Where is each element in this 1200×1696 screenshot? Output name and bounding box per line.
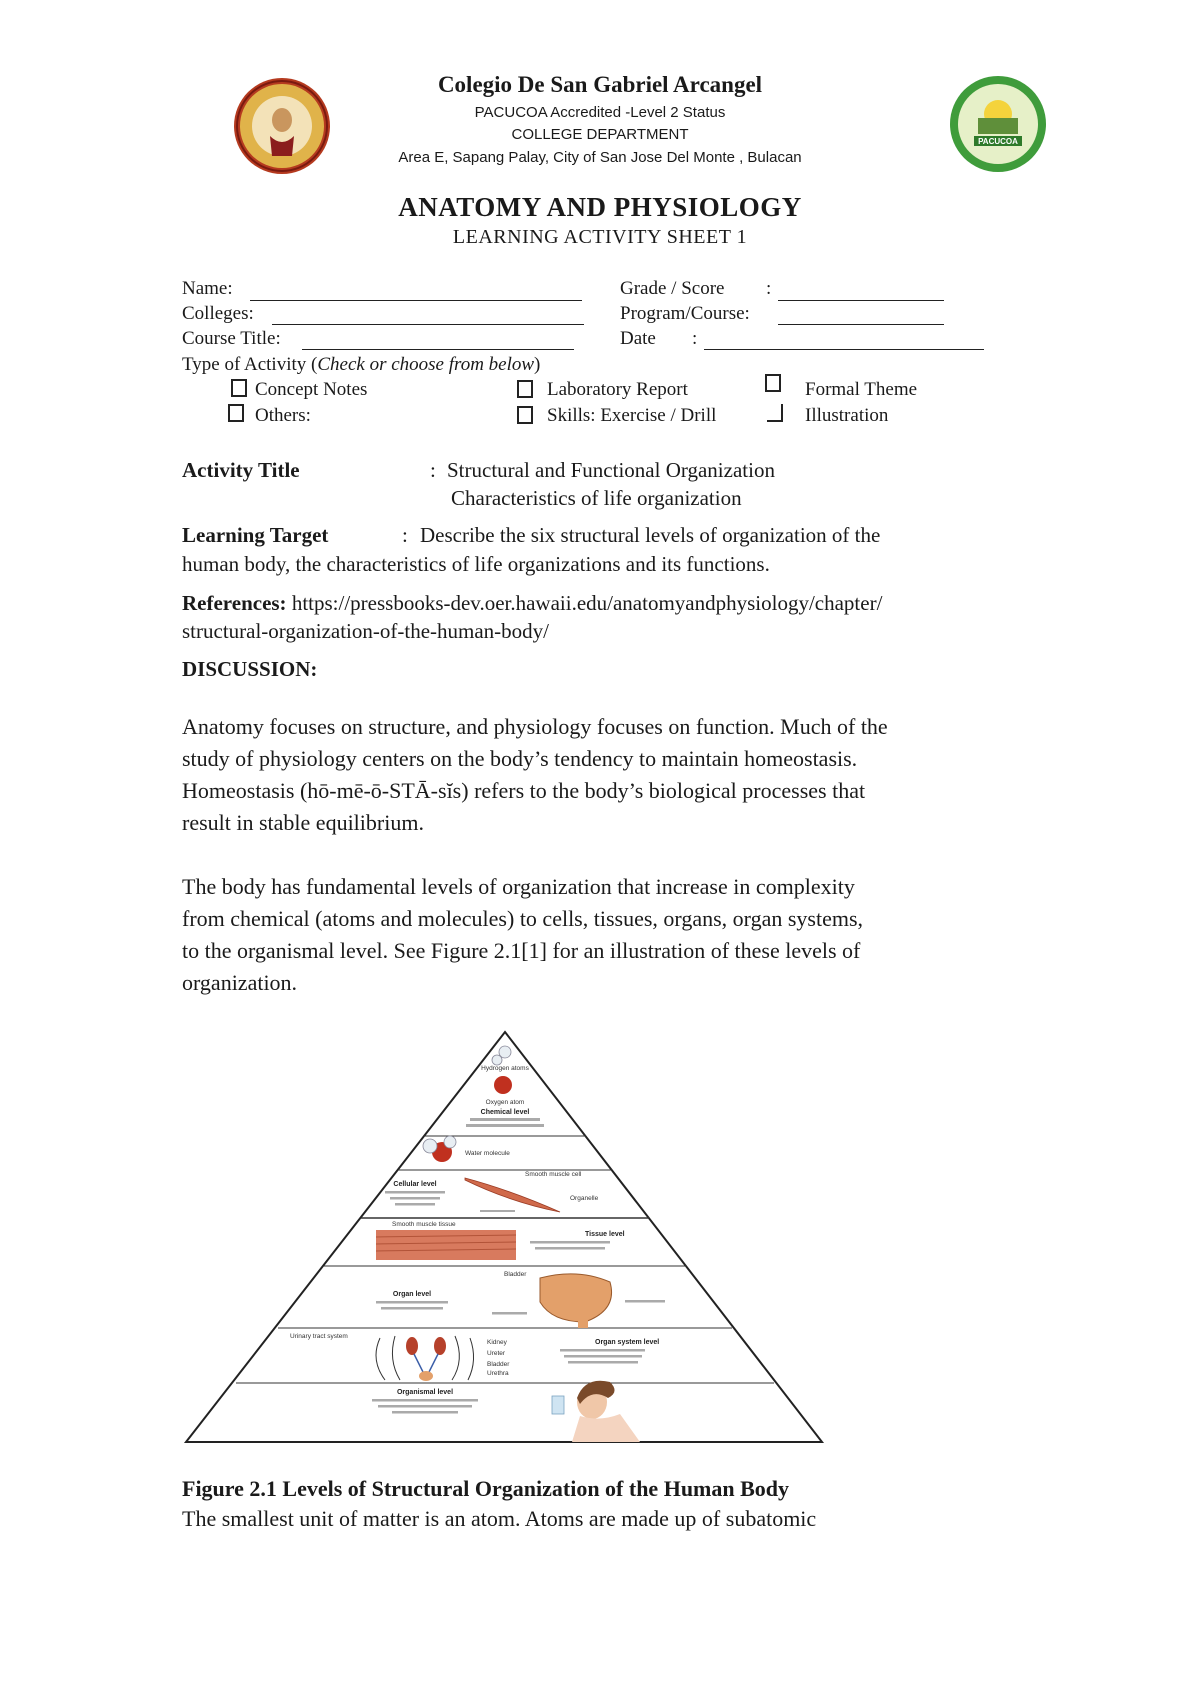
- discussion-heading: DISCUSSION:: [182, 657, 318, 681]
- organ-system-level-label: Organ system level: [595, 1339, 660, 1346]
- activity-title-line2: Characteristics of life organization: [451, 486, 742, 510]
- tissue-level-label: Tissue level: [585, 1231, 625, 1238]
- hydrogen-atom: [492, 1055, 502, 1065]
- discussion-p1-line: result in stable equilibrium.: [182, 810, 424, 835]
- organ-level-label: Organ level: [392, 1291, 432, 1298]
- references-url-part1[interactable]: https://pressbooks-dev.oer.hawaii.edu/anatomyandphysiology/chapter/: [291, 591, 883, 615]
- activity-type-suffix: ): [534, 354, 541, 375]
- figure-caption: Figure 2.1 Levels of Structural Organization of the Human Body: [182, 1476, 790, 1501]
- urethra-label: Urethra: [487, 1370, 509, 1377]
- document-subtitle: LEARNING ACTIVITY SHEET 1: [452, 226, 748, 248]
- activity-title-line1: Structural and Functional Organization: [447, 458, 775, 482]
- laboratory-report-checkbox[interactable]: [517, 380, 533, 398]
- discussion-p1-line: Homeostasis (hō-mē-ō-STĀ-sĭs) refers to the body’s biological processes that: [182, 778, 866, 803]
- activity-type-label: [182, 354, 540, 376]
- skills-checkbox[interactable]: [517, 406, 533, 424]
- illustration-checkbox[interactable]: [767, 404, 783, 422]
- urinary-system-label: Urinary tract system: [290, 1333, 348, 1340]
- formal-theme-checkbox[interactable]: [765, 374, 781, 392]
- department-line: COLLEGE DEPARTMENT: [511, 126, 689, 143]
- program-field[interactable]: [778, 324, 944, 325]
- water-molecule-hydrogen: [444, 1136, 456, 1148]
- concept-notes-label: Concept Notes: [255, 379, 368, 400]
- after-caption-text: The smallest unit of matter is an atom. Atoms are made up of subatomic: [182, 1506, 817, 1531]
- water-molecule-hydrogen: [423, 1139, 437, 1153]
- discussion-paragraph-2: [182, 871, 863, 999]
- illustration-label: Illustration: [805, 405, 889, 426]
- discussion-p1-line: study of physiology centers on the body’s tendency to maintain homeostasis.: [182, 746, 858, 771]
- discussion-p2-line: to the organismal level. See Figure 2.1[1] for an illustration of these levels of: [182, 938, 861, 963]
- activity-type-prefix: Type of Activity (: [182, 354, 318, 375]
- colleges-label: Colleges:: [182, 303, 254, 324]
- date-label: Date: [620, 328, 656, 349]
- date-field[interactable]: [704, 349, 984, 350]
- organismal-level-label: Organismal level: [396, 1389, 454, 1396]
- course-title-label: Course Title:: [182, 328, 281, 349]
- drinking-glass: [552, 1396, 564, 1414]
- oxygen-label: Oxygen atom: [485, 1099, 525, 1106]
- smooth-muscle-cell-label: Smooth muscle cell: [525, 1171, 582, 1178]
- chemical-level-label: Chemical level: [480, 1109, 530, 1116]
- water-molecule-label: Water molecule: [465, 1150, 510, 1157]
- learning-target-colon: :: [402, 523, 408, 547]
- course-title-field[interactable]: [302, 349, 574, 350]
- discussion-paragraph-1: [182, 711, 888, 839]
- kidney: [434, 1337, 446, 1355]
- svg-text:PACUCOA: PACUCOA: [978, 137, 1018, 146]
- activity-title-colon: :: [430, 458, 436, 482]
- organelle-label: Organelle: [570, 1195, 599, 1202]
- bladder-label-small: Bladder: [487, 1361, 510, 1368]
- grade-label: Grade / Score: [620, 278, 725, 299]
- others-label: Others:: [255, 405, 311, 426]
- program-label: Program/Course:: [620, 303, 750, 324]
- tissue-title-label: Smooth muscle tissue: [392, 1221, 456, 1228]
- hydrogen-label: Hydrogen atoms: [481, 1065, 529, 1072]
- colleges-field[interactable]: [272, 324, 584, 325]
- bladder-label: Bladder: [504, 1271, 527, 1278]
- laboratory-report-label: Laboratory Report: [547, 379, 688, 400]
- formal-theme-label: Formal Theme: [805, 379, 918, 400]
- levels-of-organization-pyramid: [180, 1030, 830, 1450]
- cellular-level-label: Cellular level: [393, 1181, 437, 1188]
- ureter-label: Ureter: [487, 1350, 506, 1357]
- name-field[interactable]: [250, 300, 582, 301]
- activity-type-instruction: Check or choose from below: [317, 354, 535, 375]
- document-title: ANATOMY AND PHYSIOLOGY: [398, 192, 802, 222]
- references-url-part2[interactable]: structural-organization-of-the-human-body/: [182, 619, 549, 643]
- discussion-p1-line: Anatomy focuses on structure, and physiology focuses on function. Much of the: [182, 714, 888, 739]
- kidney-label: Kidney: [487, 1339, 507, 1346]
- grade-colon: :: [766, 278, 772, 299]
- discussion-p2-line: organization.: [182, 970, 298, 995]
- accreditation-line: PACUCOA Accredited -Level 2 Status: [474, 104, 726, 121]
- smooth-muscle-tissue: [376, 1230, 516, 1260]
- discussion-p2-line: from chemical (atoms and molecules) to cells, tissues, organs, organ systems,: [182, 906, 864, 931]
- activity-title-label: Activity Title: [182, 458, 300, 482]
- references-label: References:: [182, 591, 287, 615]
- learning-target-line2: human body, the characteristics of life organizations and its functions.: [182, 552, 770, 576]
- address-line: Area E, Sapang Palay, City of San Jose Del Monte , Bulacan: [398, 149, 802, 166]
- kidney: [406, 1337, 418, 1355]
- school-name: Colegio De San Gabriel Arcangel: [437, 72, 763, 97]
- skills-label: Skills: Exercise / Drill: [547, 405, 717, 426]
- oxygen-atom: [494, 1076, 512, 1094]
- date-colon: :: [692, 328, 698, 349]
- concept-notes-checkbox[interactable]: [231, 379, 247, 397]
- discussion-p2-line: The body has fundamental levels of organization that increase in complexity: [182, 874, 855, 899]
- learning-target-label: Learning Target: [182, 523, 329, 547]
- others-checkbox[interactable]: [228, 404, 244, 422]
- references-line1: [182, 589, 882, 618]
- name-label: Name:: [182, 278, 233, 299]
- grade-field[interactable]: [778, 300, 944, 301]
- learning-target-line1: Describe the six structural levels of organization of the: [420, 523, 881, 547]
